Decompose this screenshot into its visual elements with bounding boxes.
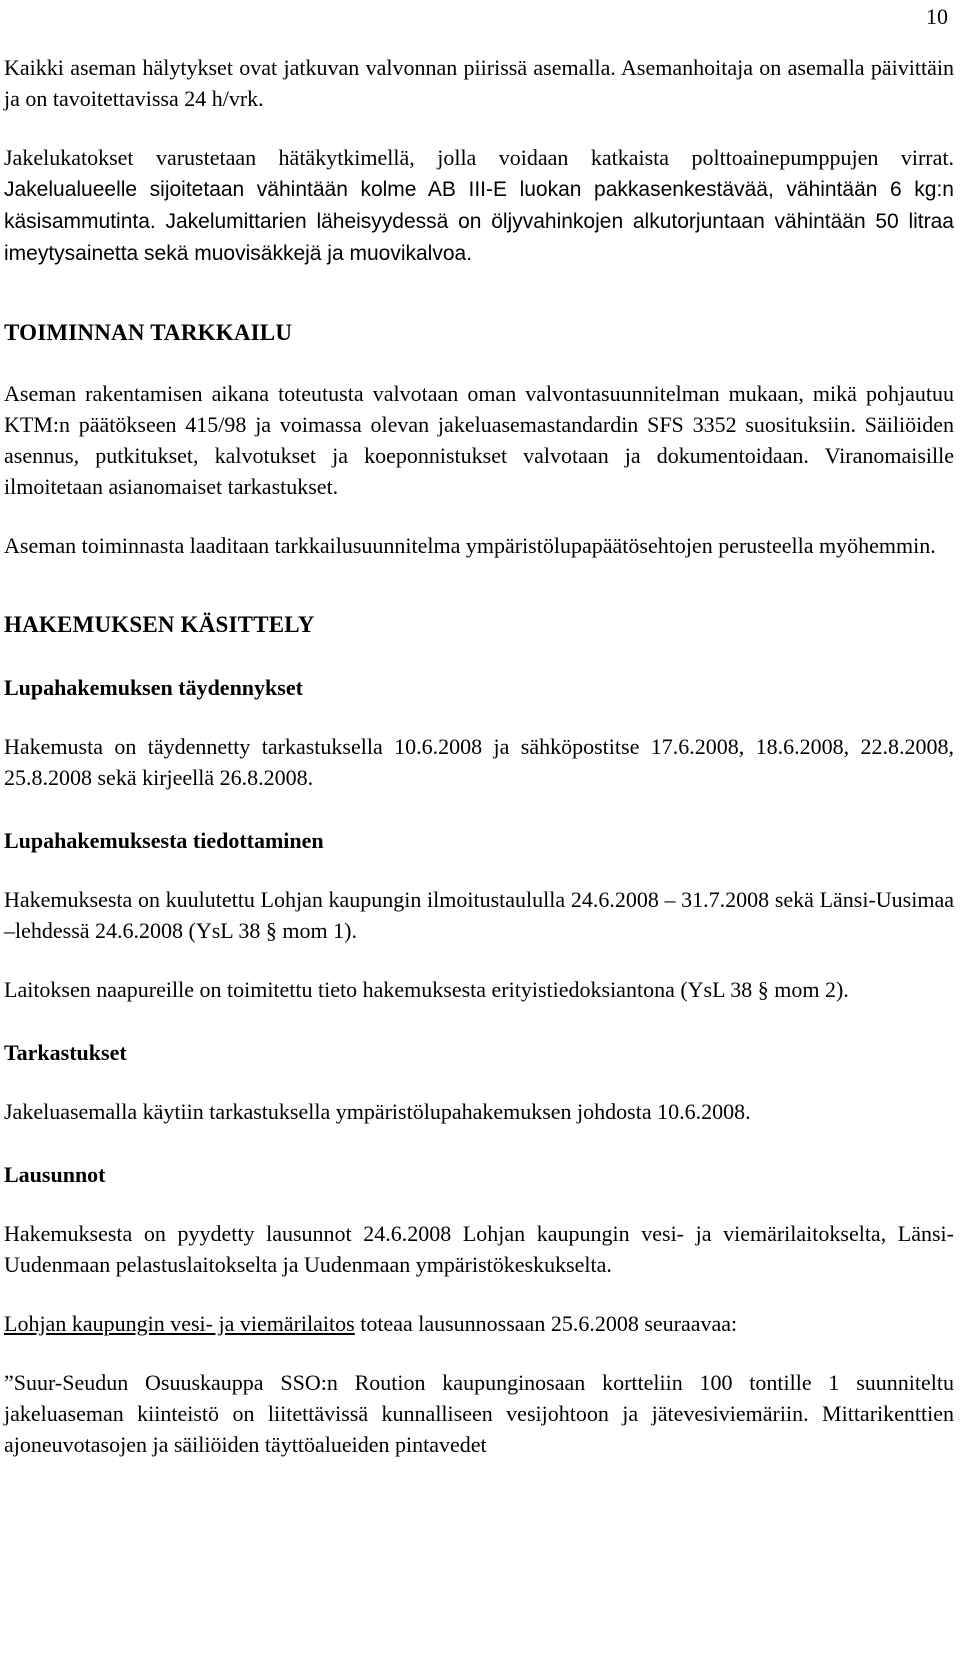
water-utility-name: Lohjan kaupungin vesi- ja viemärilaitos <box>4 1311 355 1336</box>
heading-tarkastukset: Tarkastukset <box>4 1040 127 1065</box>
heading-tiedottaminen: Lupahakemuksesta tiedottaminen <box>4 828 324 853</box>
paragraph-water-utility-intro <box>4 1308 954 1339</box>
paragraph-neighbours: Laitoksen naapureille on toimitettu tieto hakemuksesta erityistiedoksiantona (YsL 38 § mom 2). <box>4 977 849 1002</box>
paragraph-fire-safety-sans: Jakelualueelle sijoitetaan vähintään kolme AB III-E luokan pakkasenkestävää, vähintään 6 kg:n käsisammutinta. Jakelumittarien läheisyydessä on öljyvahinkojen alkutorjuntaan vähintään 50 litraa imeytysainetta sekä muovisäkkejä ja muovikalvoa. <box>4 178 954 265</box>
paragraph-monitoring-plan: Aseman toiminnasta laaditaan tarkkailusuunnitelma ympäristölupapäätösehtojen perusteella myöhemmin. <box>4 533 936 558</box>
paragraph-quote: ”Suur-Seudun Osuuskauppa SSO:n Roution kaupunginosaan kortteliin 100 tontille 1 suunniteltu jakeluaseman kiinteistö on liitettävissä kunnalliseen vesijohtoon ja jätevesiviemäriin. Mittarikenttien ajoneuvotasojen ja säiliöiden täyttöalueiden pintavedet <box>4 1370 954 1457</box>
paragraph-statements-requested: Hakemuksesta on pyydetty lausunnot 24.6.2008 Lohjan kaupungin vesi- ja viemärilaitokselta, Länsi-Uudenmaan pelastuslaitokselta ja Uudenmaan ympäristökeskukselta. <box>4 1221 954 1277</box>
paragraph-construction-monitoring: Aseman rakentamisen aikana toteutusta valvotaan oman valvontasuunnitelman mukaan, mikä pohjautuu KTM:n päätökseen 415/98 ja voimassa olevan jakeluasemastandardin SFS 3352 suosituksiin. Säiliöiden asennus, putkitukset, kalvotukset ja koeponnistukset valvotaan ja dokumentoidaan. Viranomaisille ilmoitetaan asianomaiset tarkastukset. <box>4 381 954 499</box>
heading-taydennykset: Lupahakemuksen täydennykset <box>4 675 303 700</box>
paragraph-inspections: Jakeluasemalla käytiin tarkastuksella ympäristölupahakemuksen johdosta 10.6.2008. <box>4 1099 751 1124</box>
heading-lausunnot: Lausunnot <box>4 1162 106 1187</box>
water-utility-intro-text: toteaa lausunnossaan 25.6.2008 seuraavaa: <box>354 1311 738 1336</box>
heading-toiminnan-tarkkailu: TOIMINNAN TARKKAILU <box>4 320 293 345</box>
paragraph-fire-safety-serif: Jakelukatokset varustetaan hätäkytkimellä, jolla voidaan katkaista polttoainepumppujen virrat. <box>4 145 954 170</box>
paragraph-supplements: Hakemusta on täydennetty tarkastuksella 10.6.2008 ja sähköpostitse 17.6.2008, 18.6.2008, 22.8.2008, 25.8.2008 sekä kirjeellä 26.8.2008. <box>4 734 954 790</box>
heading-hakemuksen-kasittely: HAKEMUKSEN KÄSITTELY <box>4 612 315 637</box>
page-number: 10 <box>926 4 948 29</box>
paragraph-alarms: Kaikki aseman hälytykset ovat jatkuvan valvonnan piirissä asemalla. Asemanhoitaja on asemalla päivittäin ja on tavoitettavissa 24 h/vrk. <box>4 55 954 111</box>
document-body <box>4 52 954 1460</box>
paragraph-fire-safety <box>4 142 954 269</box>
paragraph-announcement: Hakemuksesta on kuulutettu Lohjan kaupungin ilmoitustaululla 24.6.2008 – 31.7.2008 sekä Länsi-Uusimaa –lehdessä 24.6.2008 (YsL 38 § mom 1). <box>4 887 954 943</box>
